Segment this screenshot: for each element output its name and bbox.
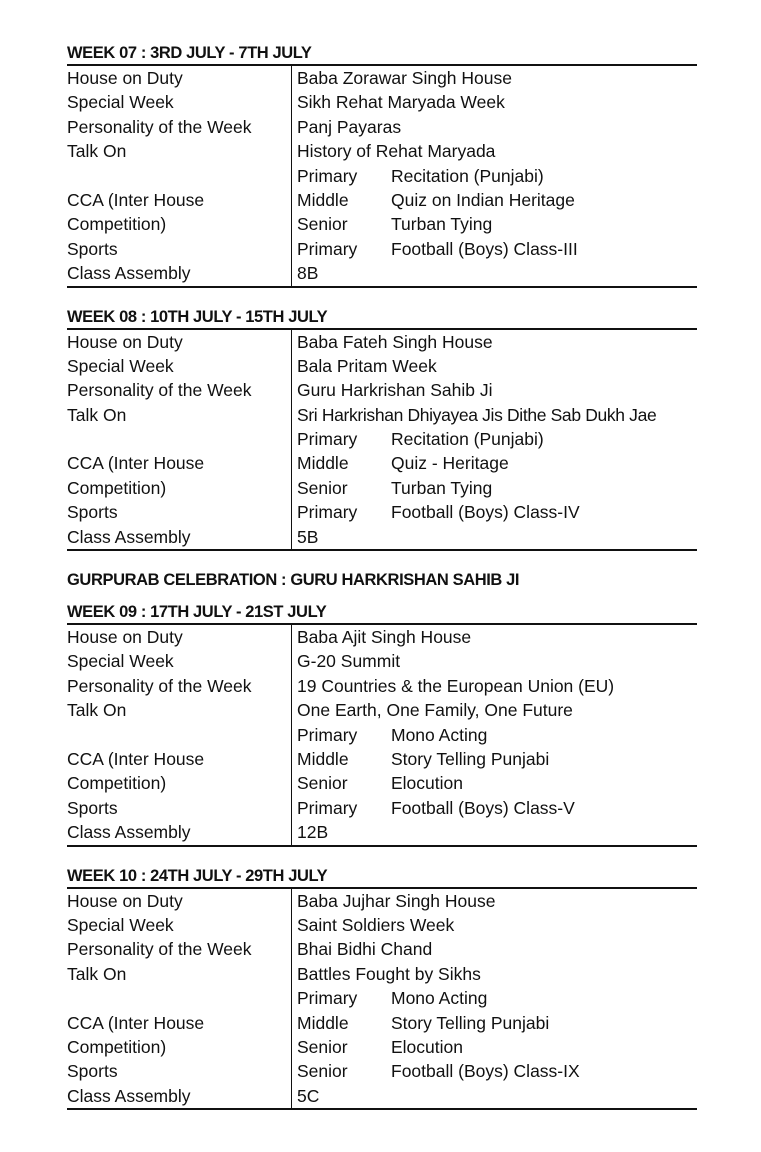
row-label: House on Duty — [67, 66, 292, 90]
row-value: Saint Soldiers Week — [297, 914, 455, 935]
row-class-assembly — [67, 1084, 697, 1108]
cca-level: Middle — [297, 189, 349, 210]
row-talk-on — [67, 698, 697, 722]
row-cca-senior — [67, 212, 697, 236]
row-label: Special Week — [67, 90, 292, 114]
row-personality — [67, 115, 697, 139]
row-label: Class Assembly — [67, 1084, 292, 1108]
sports-value: Football (Boys) Class-IV — [391, 502, 580, 523]
week-table — [67, 64, 697, 288]
cca-activity: Recitation (Punjabi) — [391, 165, 544, 186]
row-label: Class Assembly — [67, 525, 292, 549]
row-value: Sikh Rehat Maryada Week — [297, 92, 505, 113]
row-label: Sports — [67, 796, 292, 820]
sports-value: Football (Boys) Class-IX — [391, 1061, 580, 1082]
week-heading: WEEK 07 : 3RD JULY - 7TH JULY — [67, 44, 312, 62]
cca-activity: Turban Tying — [391, 214, 493, 235]
row-label — [67, 723, 292, 747]
cca-activity: Story Telling Punjabi — [391, 1012, 550, 1033]
row-value: G-20 Summit — [297, 651, 401, 672]
row-value: Bhai Bidhi Chand — [297, 939, 433, 960]
row-label: Talk On — [67, 962, 292, 986]
row-label: Sports — [67, 237, 292, 261]
row-cca-senior — [67, 1035, 697, 1059]
row-label: Personality of the Week — [67, 115, 292, 139]
row-personality — [67, 378, 697, 402]
cca-label-line2: Competition) — [67, 476, 292, 500]
row-cca-primary — [67, 723, 697, 747]
cca-level: Middle — [297, 1012, 349, 1033]
row-label: Personality of the Week — [67, 674, 292, 698]
cca-level: Primary — [297, 988, 358, 1009]
row-cca-primary — [67, 986, 697, 1010]
row-sports — [67, 500, 697, 524]
cca-label-line1: CCA (Inter House — [67, 1011, 292, 1035]
row-house-on-duty — [67, 889, 697, 913]
row-value: Battles Fought by Sikhs — [297, 963, 481, 984]
row-label: Personality of the Week — [67, 378, 292, 402]
row-value: 19 Countries & the European Union (EU) — [297, 675, 615, 696]
row-value: Panj Payaras — [297, 116, 402, 137]
row-talk-on — [67, 139, 697, 163]
cca-activity: Turban Tying — [391, 477, 493, 498]
row-label: House on Duty — [67, 330, 292, 354]
cca-label-line1: CCA (Inter House — [67, 188, 292, 212]
cca-level: Senior — [297, 477, 348, 498]
row-label — [67, 427, 292, 451]
row-cca-primary — [67, 164, 697, 188]
row-label: Talk On — [67, 139, 292, 163]
row-talk-on — [67, 962, 697, 986]
cca-level: Middle — [297, 748, 349, 769]
cca-activity: Elocution — [391, 773, 463, 794]
row-label: Class Assembly — [67, 261, 292, 285]
row-sports — [67, 1059, 697, 1083]
row-value: 5B — [297, 526, 319, 547]
cca-activity: Quiz on Indian Heritage — [391, 189, 575, 210]
row-label: Sports — [67, 500, 292, 524]
row-cca-middle — [67, 188, 697, 212]
row-special-week — [67, 90, 697, 114]
row-label: Talk On — [67, 698, 292, 722]
cca-activity: Recitation (Punjabi) — [391, 429, 544, 450]
row-cca-senior — [67, 476, 697, 500]
row-house-on-duty — [67, 66, 697, 90]
cca-level: Middle — [297, 453, 349, 474]
week-heading: WEEK 09 : 17TH JULY - 21ST JULY — [67, 603, 327, 622]
cca-activity: Mono Acting — [391, 988, 488, 1009]
cca-level: Primary — [297, 165, 358, 186]
cca-label-line1: CCA (Inter House — [67, 747, 292, 771]
row-class-assembly — [67, 820, 697, 844]
row-label: Talk On — [67, 403, 292, 427]
cca-label-line2: Competition) — [67, 771, 292, 795]
row-value: Bala Pritam Week — [297, 355, 437, 376]
row-class-assembly — [67, 525, 697, 549]
row-label: Special Week — [67, 913, 292, 937]
row-value: History of Rehat Maryada — [297, 141, 496, 162]
cca-label-line1: CCA (Inter House — [67, 451, 292, 475]
cca-level: Senior — [297, 1036, 348, 1057]
row-label: House on Duty — [67, 625, 292, 649]
sports-level: Primary — [297, 238, 358, 259]
sports-level: Primary — [297, 797, 358, 818]
row-cca-senior — [67, 771, 697, 795]
row-special-week — [67, 913, 697, 937]
row-value: Baba Jujhar Singh House — [297, 890, 496, 911]
row-value: 12B — [297, 822, 329, 843]
row-label: Special Week — [67, 649, 292, 673]
row-label — [67, 986, 292, 1010]
row-cca-middle — [67, 1011, 697, 1035]
row-personality — [67, 674, 697, 698]
row-house-on-duty — [67, 330, 697, 354]
row-label: Sports — [67, 1059, 292, 1083]
sports-value: Football (Boys) Class-V — [391, 797, 575, 818]
week-table — [67, 887, 697, 1111]
row-value: Baba Ajit Singh House — [297, 627, 472, 648]
row-special-week — [67, 649, 697, 673]
row-label: Personality of the Week — [67, 937, 292, 961]
cca-activity: Mono Acting — [391, 724, 488, 745]
row-label — [67, 164, 292, 188]
cca-label-line2: Competition) — [67, 1035, 292, 1059]
celebration-heading: GURPURAB CELEBRATION : GURU HARKRISHAN SAHIB JI — [67, 571, 520, 590]
row-house-on-duty — [67, 625, 697, 649]
cca-label-line2: Competition) — [67, 212, 292, 236]
row-label: House on Duty — [67, 889, 292, 913]
row-class-assembly — [67, 261, 697, 285]
row-talk-on — [67, 403, 697, 427]
cca-level: Primary — [297, 429, 358, 450]
row-cca-middle — [67, 747, 697, 771]
row-value: Baba Fateh Singh House — [297, 331, 493, 352]
row-sports — [67, 237, 697, 261]
row-cca-primary — [67, 427, 697, 451]
cca-activity: Quiz - Heritage — [391, 453, 509, 474]
row-value: One Earth, One Family, One Future — [297, 700, 573, 721]
sports-level: Senior — [297, 1061, 348, 1082]
row-label: Special Week — [67, 354, 292, 378]
row-label: Class Assembly — [67, 820, 292, 844]
cca-level: Senior — [297, 214, 348, 235]
week-table — [67, 328, 697, 552]
week-heading: WEEK 10 : 24TH JULY - 29TH JULY — [67, 866, 328, 885]
sports-value: Football (Boys) Class-III — [391, 238, 578, 259]
row-sports — [67, 796, 697, 820]
schedule-page — [67, 42, 697, 1128]
week-heading: WEEK 08 : 10TH JULY - 15TH JULY — [67, 307, 328, 326]
row-value: Guru Harkrishan Sahib Ji — [297, 380, 493, 401]
row-personality — [67, 937, 697, 961]
row-value: Baba Zorawar Singh House — [297, 68, 512, 88]
cca-activity: Elocution — [391, 1036, 463, 1057]
cca-activity: Story Telling Punjabi — [391, 748, 550, 769]
row-special-week — [67, 354, 697, 378]
row-value: 8B — [297, 263, 319, 284]
sports-level: Primary — [297, 502, 358, 523]
row-value: 5C — [297, 1085, 320, 1106]
cca-level: Senior — [297, 773, 348, 794]
row-value: Sri Harkrishan Dhiyayea Jis Dithe Sab Dukh Jae — [297, 404, 657, 425]
week-table — [67, 623, 697, 847]
cca-level: Primary — [297, 724, 358, 745]
row-cca-middle — [67, 451, 697, 475]
